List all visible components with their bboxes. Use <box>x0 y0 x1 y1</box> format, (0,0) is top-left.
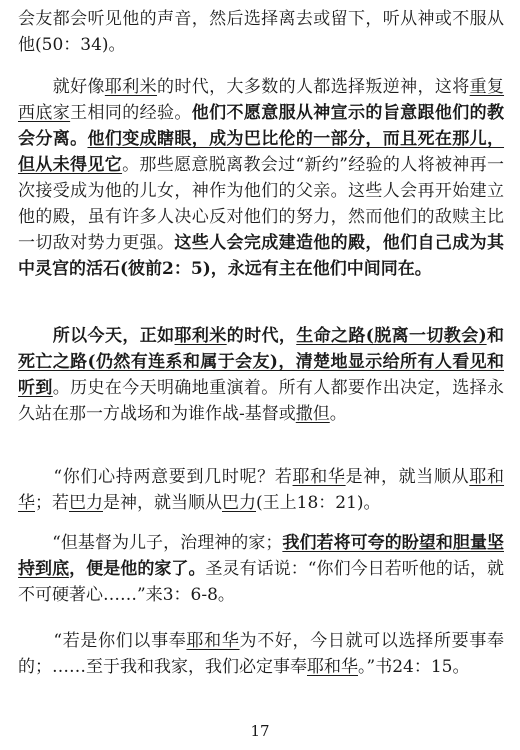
text-span: 。历史在今天明确地重演着。所有人都要作出决定，选择永久站在那一方战场和为谁作战-基督或 <box>18 378 505 424</box>
text-span: ，便是他的家了。 <box>69 559 206 579</box>
page-number: 17 <box>250 722 270 740</box>
text-span: 和 <box>486 326 505 346</box>
text-span: 耶和华 <box>186 631 240 651</box>
text-span: 生命之路(脱离一切教会) <box>296 326 487 346</box>
text-span: 的时代， <box>226 326 297 346</box>
paragraph-6 <box>18 628 504 680</box>
text-span: 耶和华 <box>292 467 346 487</box>
text-span: 西底家 <box>18 103 71 123</box>
paragraph-4 <box>18 464 504 516</box>
paragraph-5 <box>18 530 504 608</box>
text-span: 耶利米 <box>104 77 157 97</box>
text-span: ；若 <box>35 493 69 513</box>
paragraph-3 <box>18 323 504 427</box>
text-span: 他们变成瞎眼，成为巴比伦的一部分，而且死在那儿，但从未得见它 <box>18 129 505 175</box>
text-span: “若是你们以事奉 <box>18 631 187 651</box>
text-span: 死亡之路(仍然有连系和属于会友)，清楚地显示给所有人看见和听到 <box>18 352 504 398</box>
text-span: 巴力 <box>69 493 103 513</box>
text-span: 所以今天，正如 <box>18 326 175 346</box>
text-span: “你们心持两意要到几时呢？若 <box>18 467 293 487</box>
text-span: 为不好，今日就可以选择所要事奉的；……至于我和我家，我们必定事奉 <box>18 631 505 677</box>
text-span: 。”书24：15。 <box>358 657 470 677</box>
text-span: 重复 <box>469 77 505 97</box>
text-span: 巴力 <box>222 493 256 513</box>
text-span: 王相同的经验。 <box>70 103 192 123</box>
text-span: 撒但 <box>295 404 330 424</box>
text-span: 耶利米 <box>174 326 227 346</box>
paragraph-2 <box>18 74 504 282</box>
text-span: 我们若将可夸的盼望和胆量坚持到底 <box>18 533 504 579</box>
text-span: 圣灵有话说：“你们今日若听他的话，就不可硬著心……”来3：6-8。 <box>18 559 504 605</box>
text-span: 是神，就当顺从 <box>345 467 470 487</box>
text-span: “但基督为儿子，治理神的家； <box>18 533 283 553</box>
text-span: 耶和华 <box>18 467 505 513</box>
text-span: 。 <box>329 404 347 424</box>
text-span: 的时代，大多数的人都选择叛逆神，这将 <box>156 77 470 97</box>
text-span: 。那些愿意脱离教会过“新约”经验的人将被神再一次接受成为他的儿女，神作为他们的父亲。这些人会再开始建立他的殿，虽有许多人决心反对他们的努力，然而他们的敌赎主比一切敌对势力更强。 <box>18 155 504 253</box>
text-span: 这些人会完成建造他的殿，他们自己成为其中灵宫的活石(彼前2：5)，永远有主在他们中间同在。 <box>18 233 505 279</box>
text-span: 会友都会听见他的声音，然后选择离去或留下，听从神或不服从他(50：34)。 <box>18 9 504 55</box>
text-span: 他们不愿意服从神宣示的旨意跟他们的教会分离。 <box>18 103 505 149</box>
text-span: 是神，就当顺从 <box>103 493 222 513</box>
text-span: 耶和华 <box>307 657 358 677</box>
paragraph-1 <box>18 6 504 58</box>
text-span: (王上18：21)。 <box>256 493 381 513</box>
text-span: 就好像 <box>18 77 105 97</box>
